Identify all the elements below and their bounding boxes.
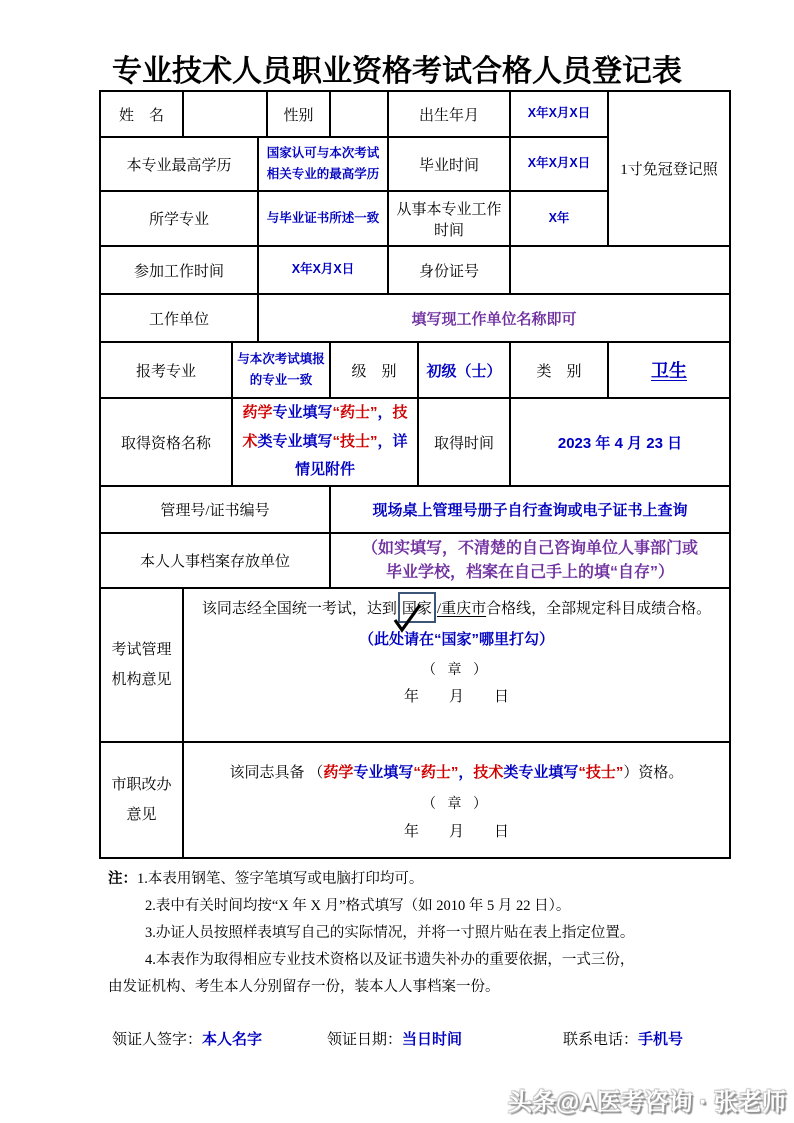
seal-placeholder: （ 章 ） <box>422 662 491 678</box>
date-placeholder: 年 月 日 <box>403 824 509 841</box>
note-item-1: 1.本表用钢笔、签字笔填写或电脑打印均可。 <box>137 871 424 887</box>
contact-phone <box>563 1028 683 1049</box>
municipal-office-label-line2: 意见 <box>126 807 157 823</box>
note-item-4: 4.本表作为取得相应专业技术资格以及证书遗失补办的重要依据，一式三份， <box>145 952 635 968</box>
archive-unit-hint <box>331 534 729 589</box>
opinion-text-post: 合格线，全部规定科目成绩合格。 <box>486 601 712 617</box>
hint-segment: ， <box>377 404 393 422</box>
opinion-text-post: ）资格。 <box>623 765 684 781</box>
hint-segment: “技士” <box>578 764 624 781</box>
note-item-4-continued: 由发证机构、考生本人分别留存一份，装本人人事档案一份。 <box>108 979 500 995</box>
notes-section <box>108 866 734 1001</box>
seal-placeholder: （ 章 ） <box>422 797 491 813</box>
highest-education-label: 本专业最高学历 <box>101 138 259 192</box>
hint-segment: 技术 <box>473 764 504 781</box>
exam-authority-label-line1: 考试管理 <box>111 642 172 658</box>
exam-major-hint: 与本次考试填报的专业一致 <box>233 343 331 399</box>
birth-date-label: 出生年月 <box>389 92 511 138</box>
exam-authority-label <box>101 589 184 743</box>
note-item-2: 2.表中有关时间均按“X 年 X 月”格式填写（如 2010 年 5 月 22 日）。 <box>145 898 571 914</box>
qualification-name-label: 取得资格名称 <box>101 399 233 487</box>
obtain-time-value: 2023 年 4 月 23 日 <box>511 399 729 487</box>
contact-phone-value: 手机号 <box>638 1031 684 1048</box>
studied-major-hint: 与毕业证书所述一致 <box>259 192 389 247</box>
level-label: 级 别 <box>331 343 419 399</box>
signature-line <box>0 1028 794 1054</box>
exam-authority-label-line2: 机构意见 <box>111 672 172 688</box>
work-years-hint: X年 <box>511 192 609 247</box>
hint-segment: ， <box>458 764 474 781</box>
id-number-input-cell <box>511 247 729 295</box>
certificate-date-label: 领证日期： <box>327 1032 403 1048</box>
gender-input-cell <box>331 92 389 138</box>
graduation-time-hint: X年X月X日 <box>511 138 609 192</box>
archive-hint-line1: （如实填写，不清楚的自己咨询单位人事部门或 <box>361 539 698 557</box>
checkmark-icon <box>391 603 423 633</box>
hint-segment: “药士” <box>413 764 459 781</box>
hint-segment: ，详情见附件 <box>294 432 408 479</box>
region-word: /重庆市 <box>436 601 487 617</box>
hint-segment: 药学 <box>242 404 273 422</box>
certificate-date <box>327 1028 462 1049</box>
municipal-office-label-line1: 市职改办 <box>111 777 172 793</box>
opinion-text-pre: 该同志经全国统一考试，达到 <box>201 601 397 617</box>
archive-unit-label: 本人人事档案存放单位 <box>101 534 331 589</box>
certificate-date-value: 当日时间 <box>402 1031 463 1048</box>
certificate-number-label: 管理号/证书编号 <box>101 487 331 534</box>
watermark: 头条@A医考咨询 · 张老师 <box>507 1089 786 1116</box>
certificate-number-hint: 现场桌上管理号册子自行查询或电子证书上查询 <box>331 487 729 534</box>
hint-segment: 药学 <box>323 764 354 781</box>
work-unit-hint: 填写现工作单位名称即可 <box>259 295 729 343</box>
opinion-text-pre: 该同志具备 （ <box>229 765 324 781</box>
recipient-signature <box>112 1028 262 1049</box>
notes-heading: 注： <box>108 871 137 887</box>
recipient-signature-value: 本人名字 <box>202 1031 263 1048</box>
note-item-3: 3.办证人员按照样表填写自己的实际情况，并将一寸照片贴在表上指定位置。 <box>145 925 635 941</box>
obtain-time-label: 取得时间 <box>419 399 511 487</box>
hint-segment: “技士” <box>332 432 378 450</box>
national-word: 国家 <box>401 601 432 617</box>
exam-major-label: 报考专业 <box>101 343 233 399</box>
work-start-label: 参加工作时间 <box>101 247 259 295</box>
id-number-label: 身份证号 <box>389 247 511 295</box>
name-label: 姓 名 <box>101 92 184 138</box>
hint-segment: 类专业填写 <box>257 432 333 450</box>
hint-segment: 类专业填写 <box>503 764 579 781</box>
work-years-label: 从事本专业工作时间 <box>389 192 511 247</box>
highest-education-hint: 国家认可与本次考试相关专业的最高学历 <box>259 138 389 192</box>
gender-label: 性别 <box>268 92 331 138</box>
work-unit-label: 工作单位 <box>101 295 259 343</box>
recipient-signature-label: 领证人签字： <box>112 1032 203 1048</box>
archive-hint-line2: 毕业学校，档案在自己手上的填“自存”） <box>385 563 674 581</box>
studied-major-label: 所学专业 <box>101 192 259 247</box>
opinion-statement <box>202 598 711 621</box>
opinion-statement <box>230 761 684 785</box>
contact-phone-label: 联系电话： <box>563 1032 639 1048</box>
qualification-name-hint <box>233 399 419 487</box>
photo-cell: 1寸免冠登记照 <box>609 92 729 247</box>
hint-segment: “药士” <box>332 404 378 422</box>
level-value: 初级（士） <box>419 343 511 399</box>
municipal-office-opinion <box>184 743 729 857</box>
note-line <box>108 866 734 893</box>
exam-authority-opinion <box>184 589 729 743</box>
hint-segment: 技术 <box>242 404 408 450</box>
page-title: 专业技术人员职业资格考试合格人员登记表 <box>112 55 682 88</box>
category-value: 卫生 <box>609 343 729 399</box>
hint-segment: 专业填写 <box>272 404 333 422</box>
hint-segment: 专业填写 <box>353 764 414 781</box>
date-placeholder: 年 月 日 <box>403 688 509 705</box>
national-checkbox <box>398 592 436 623</box>
tick-instruction: （此处请在“国家”哪里打勾） <box>358 631 554 649</box>
graduation-time-label: 毕业时间 <box>389 138 511 192</box>
name-input-cell <box>184 92 268 138</box>
work-start-hint: X年X月X日 <box>259 247 389 295</box>
birth-date-hint: X年X月X日 <box>511 92 609 138</box>
registration-table <box>99 90 731 859</box>
municipal-office-label <box>101 743 184 857</box>
category-label: 类 别 <box>511 343 609 399</box>
